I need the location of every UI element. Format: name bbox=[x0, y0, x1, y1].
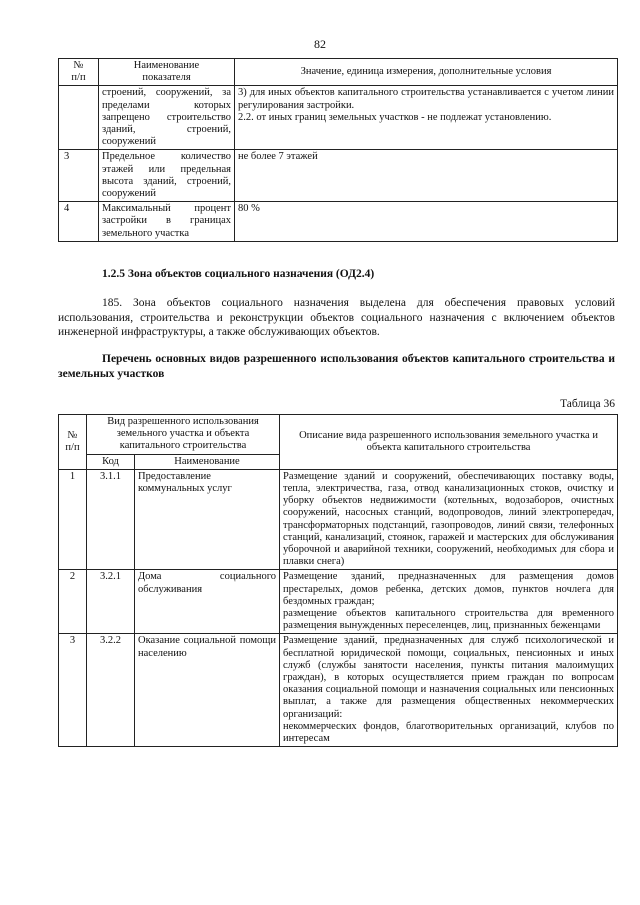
row-num: 3 bbox=[59, 150, 99, 202]
body-paragraph: 185. Зона объектов социального назначения выделена для обеспечения правовых условий использования, строительства и реконструкции объектов социального назначения с включением объектов инженерной инфраструктуры, а также обслуживающих объектов. bbox=[58, 297, 615, 338]
section-heading: 1.2.5 Зона объектов социального назначения (ОД2.4) bbox=[102, 268, 375, 280]
row-description: Размещение зданий, предназначенных для служб психологической и бесплатной юридической помощи, социальных, пенсионных и иных служб (службы занятости населения, пункты питания малоимущих граждан), в которых осуществляется прием граждан по вопросам оказания социальной помощи и назначения социальных или пенсионных выплат, а также для размещения общественных некоммерческих организаций: некоммерческих фондов, благотворительных организаций, клубов по интересам bbox=[280, 634, 618, 747]
indicators-table bbox=[58, 58, 618, 242]
row-name: Предельное количество этажей или предельная высота зданий, строений, сооружений bbox=[99, 150, 235, 202]
table-caption: Таблица 36 bbox=[560, 398, 615, 410]
header-name: Наименование показателя bbox=[99, 59, 235, 86]
row-value: 3) для иных объектов капитального строительства устанавливается с учетом линии регулирования застройки. 2.2. от иных границ земельных участков - не подлежат установлению. bbox=[235, 86, 618, 150]
row-code: 3.2.1 bbox=[87, 570, 135, 634]
row-code: 3.2.2 bbox=[87, 634, 135, 747]
row-num: 4 bbox=[59, 202, 99, 242]
table-row bbox=[59, 469, 618, 570]
row-description: Размещение зданий, предназначенных для размещения домов престарелых, домов ребенка, детских домов, пунктов ночлега для бездомных граждан; размещение объектов капитального строительства для временного размещения вынужденных переселенцев, лиц, признанных беженцами bbox=[280, 570, 618, 634]
row-name: строений, сооружений, за пределами которых запрещено строительство зданий, строений, сооружений bbox=[99, 86, 235, 150]
row-num: 2 bbox=[59, 570, 87, 634]
row-name: Дома социального обслуживания bbox=[135, 570, 280, 634]
header-value: Значение, единица измерения, дополнительные условия bbox=[235, 59, 618, 86]
row-value: 80 % bbox=[235, 202, 618, 242]
row-name: Предоставление коммунальных услуг bbox=[135, 469, 280, 570]
table-row bbox=[59, 570, 618, 634]
header-code: Код bbox=[87, 454, 135, 469]
row-value: не более 7 этажей bbox=[235, 150, 618, 202]
table-row bbox=[59, 150, 618, 202]
header-num: № п/п bbox=[59, 59, 99, 86]
permitted-uses-table bbox=[58, 414, 618, 747]
list-title: Перечень основных видов разрешенного использования объектов капитального строительства и земельных участков bbox=[58, 353, 615, 380]
row-name: Оказание социальной помощи населению bbox=[135, 634, 280, 747]
table-row bbox=[59, 202, 618, 242]
table-row bbox=[59, 86, 618, 150]
row-description: Размещение зданий и сооружений, обеспечивающих поставку воды, тепла, электричества, газа, отвод канализационных стоков, очистку и уборку объектов недвижимости (котельных, водозаборов, очистных сооружений, насосных станций, водопроводов, линий электропередач, трансформаторных подстанций, газопроводов, линий связи, телефонных станций, канализаций, стоянок, гаражей и мастерских для обслуживания уборочной и аварийной техники, сооружений, необходимых для сбора и плавки снега) bbox=[280, 469, 618, 570]
row-num: 1 bbox=[59, 469, 87, 570]
header-use-group: Вид разрешенного использования земельного участка и объекта капитального строительства bbox=[87, 415, 280, 455]
table-header-row bbox=[59, 59, 618, 86]
row-name: Максимальный процент застройки в границах земельного участка bbox=[99, 202, 235, 242]
header-name: Наименование bbox=[135, 454, 280, 469]
table-row bbox=[59, 634, 618, 747]
row-num bbox=[59, 86, 99, 150]
header-num: № п/п bbox=[59, 415, 87, 470]
table-header-row bbox=[59, 415, 618, 455]
page-number: 82 bbox=[314, 37, 326, 51]
row-code: 3.1.1 bbox=[87, 469, 135, 570]
row-num: 3 bbox=[59, 634, 87, 747]
header-description: Описание вида разрешенного использования земельного участка и объекта капитального строительства bbox=[280, 415, 618, 470]
